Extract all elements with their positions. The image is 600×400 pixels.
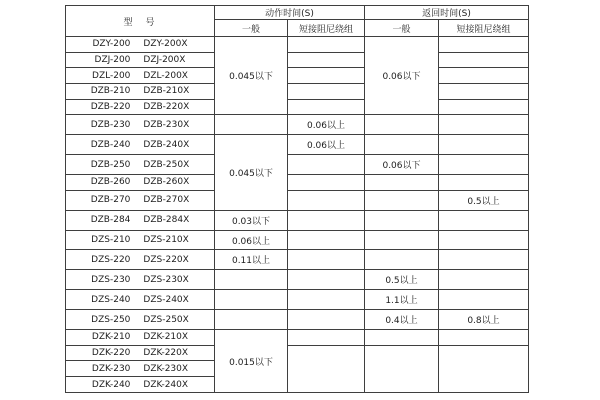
model-cell (66, 230, 215, 250)
action-damping-empty-cell (288, 250, 365, 270)
model-name-variant: DZB-250X (143, 159, 190, 170)
action-damping-empty-cell (288, 345, 365, 392)
model-cell (66, 52, 215, 68)
table-row (66, 175, 529, 191)
action-general-value: 0.045以下 (215, 37, 288, 115)
action-general-value: 0.015以下 (215, 330, 288, 393)
action-damping-empty-cell (288, 155, 365, 175)
model-cell (66, 330, 215, 346)
model-name-variant: DZK-230X (143, 363, 189, 374)
return-damping-empty-cell (439, 345, 529, 392)
action-damping-empty-cell (288, 52, 365, 68)
table-row (66, 115, 529, 135)
return-damping-empty-cell (439, 52, 529, 68)
model-name-variant: DZK-210X (143, 332, 189, 343)
model-name-primary: DZK-210 (91, 332, 131, 343)
model-cell (66, 345, 215, 361)
action-general-value: 0.045以下 (215, 135, 288, 210)
return-damping-empty-cell (439, 115, 529, 135)
return-damping-empty-cell (439, 330, 529, 346)
table-row (66, 83, 529, 99)
action-general-value: 0.03以下 (215, 210, 288, 230)
return-general-empty-cell (365, 230, 439, 250)
model-cell (66, 135, 215, 155)
model-name-variant: DZB-240X (143, 139, 190, 150)
model-name-variant: DZS-230X (143, 274, 189, 285)
model-name-variant: DZY-200X (143, 39, 188, 50)
model-name-primary: DZY-200 (92, 39, 131, 50)
model-name-variant: DZS-210X (143, 235, 189, 245)
action-damping-empty-cell (288, 330, 365, 346)
model-name-primary: DZJ-200 (94, 54, 131, 65)
return-damping-empty-cell (439, 290, 529, 310)
action-general-value: 0.06以上 (215, 230, 288, 250)
model-name-primary: DZB-260 (90, 177, 131, 188)
return-general-value: 0.5以上 (365, 270, 439, 290)
model-name-primary: DZS-220 (91, 254, 131, 265)
table-row (66, 37, 529, 53)
model-name-primary: DZB-210 (90, 86, 131, 97)
return-damping-value: 0.5以上 (439, 190, 529, 210)
model-cell (66, 290, 215, 310)
table-row (66, 210, 529, 230)
return-damping-empty-cell (439, 99, 529, 115)
model-cell (66, 361, 215, 377)
return-damping-empty-cell (439, 155, 529, 175)
table-row (66, 345, 529, 361)
return-general-value: 0.06以下 (365, 155, 439, 175)
table-row (66, 250, 529, 270)
relay-timing-table (65, 5, 529, 393)
model-name-primary: DZB-284 (90, 215, 131, 226)
table-row (66, 310, 529, 330)
model-cell (66, 68, 215, 84)
header-return-damping: 短接阻尼绕组 (439, 20, 529, 37)
return-general-empty-cell (365, 330, 439, 346)
return-damping-empty-cell (439, 230, 529, 250)
action-damping-value: 0.06以上 (288, 115, 365, 135)
return-general-empty-cell (365, 135, 439, 155)
model-name-primary: DZS-210 (91, 235, 131, 245)
action-damping-empty-cell (288, 37, 365, 53)
return-general-empty-cell (365, 345, 439, 392)
model-name-variant: DZJ-200X (143, 54, 186, 65)
action-damping-empty-cell (288, 290, 365, 310)
model-name-primary: DZB-250 (90, 159, 131, 170)
action-damping-empty-cell (288, 83, 365, 99)
return-general-empty-cell (365, 210, 439, 230)
header-action-time: 动作时间(S) (215, 6, 365, 20)
return-damping-empty-cell (439, 175, 529, 191)
model-name-variant: DZS-240X (143, 294, 189, 305)
model-name-variant: DZB-284X (143, 215, 190, 226)
model-name-primary: DZB-270 (90, 195, 131, 206)
header-action-general: 一般 (215, 20, 288, 37)
action-damping-empty-cell (288, 310, 365, 330)
return-damping-empty-cell (439, 135, 529, 155)
return-damping-empty-cell (439, 210, 529, 230)
return-general-value: 0.06以下 (365, 37, 439, 115)
model-name-variant: DZK-220X (143, 348, 189, 359)
model-cell (66, 270, 215, 290)
return-damping-empty-cell (439, 250, 529, 270)
model-name-primary: DZS-250 (91, 314, 131, 325)
table-row (66, 290, 529, 310)
model-name-primary: DZS-230 (91, 274, 131, 285)
model-name-variant: DZS-250X (143, 314, 189, 325)
action-general-empty-cell (215, 115, 288, 135)
action-damping-empty-cell (288, 230, 365, 250)
model-name-variant: DZL-200X (143, 70, 188, 81)
return-damping-empty-cell (439, 83, 529, 99)
model-cell (66, 115, 215, 135)
header-model: 型 号 (66, 6, 215, 37)
model-cell (66, 83, 215, 99)
header-return-time: 返回时间(S) (365, 6, 529, 20)
return-general-value: 0.4以上 (365, 310, 439, 330)
table-row (66, 270, 529, 290)
model-cell (66, 99, 215, 115)
action-damping-value: 0.06以上 (288, 135, 365, 155)
table-row (66, 155, 529, 175)
return-general-empty-cell (365, 190, 439, 210)
action-general-empty-cell (215, 290, 288, 310)
model-name-primary: DZB-230 (90, 119, 131, 130)
table-row (66, 135, 529, 155)
action-damping-empty-cell (288, 270, 365, 290)
model-name-variant: DZB-270X (143, 195, 190, 206)
action-damping-empty-cell (288, 175, 365, 191)
table-row (66, 230, 529, 250)
return-general-value: 1.1以上 (365, 290, 439, 310)
model-name-variant: DZB-220X (143, 101, 190, 112)
model-cell (66, 175, 215, 191)
model-name-variant: DZB-260X (143, 177, 190, 188)
model-cell (66, 190, 215, 210)
action-damping-empty-cell (288, 210, 365, 230)
action-damping-empty-cell (288, 68, 365, 84)
action-general-empty-cell (215, 270, 288, 290)
action-general-value: 0.11以上 (215, 250, 288, 270)
model-name-primary: DZK-240 (91, 379, 131, 390)
model-name-primary: DZK-220 (91, 348, 131, 359)
header-return-general: 一般 (365, 20, 439, 37)
action-damping-empty-cell (288, 99, 365, 115)
model-name-primary: DZB-240 (90, 139, 131, 150)
table-row (66, 52, 529, 68)
model-cell (66, 310, 215, 330)
table-row (66, 190, 529, 210)
return-general-empty-cell (365, 250, 439, 270)
model-name-variant: DZB-230X (143, 119, 190, 130)
action-general-empty-cell (215, 310, 288, 330)
table-row (66, 99, 529, 115)
model-cell (66, 250, 215, 270)
return-general-empty-cell (365, 115, 439, 135)
model-cell (66, 37, 215, 53)
model-name-variant: DZB-210X (143, 86, 190, 97)
return-damping-empty-cell (439, 68, 529, 84)
model-name-primary: DZL-200 (92, 70, 131, 81)
model-name-variant: DZK-240X (143, 379, 189, 390)
return-damping-value: 0.8以上 (439, 310, 529, 330)
return-damping-empty-cell (439, 37, 529, 53)
model-cell (66, 377, 215, 393)
return-damping-empty-cell (439, 270, 529, 290)
spec-table-container (65, 5, 529, 393)
table-row (66, 330, 529, 346)
model-name-variant: DZS-220X (143, 254, 189, 265)
model-cell (66, 210, 215, 230)
model-name-primary: DZS-240 (91, 294, 131, 305)
model-name-primary: DZK-230 (91, 363, 131, 374)
action-damping-empty-cell (288, 190, 365, 210)
header-action-damping: 短接阻尼绕组 (288, 20, 365, 37)
return-general-empty-cell (365, 175, 439, 191)
model-cell (66, 155, 215, 175)
table-row (66, 68, 529, 84)
model-name-primary: DZB-220 (90, 101, 131, 112)
